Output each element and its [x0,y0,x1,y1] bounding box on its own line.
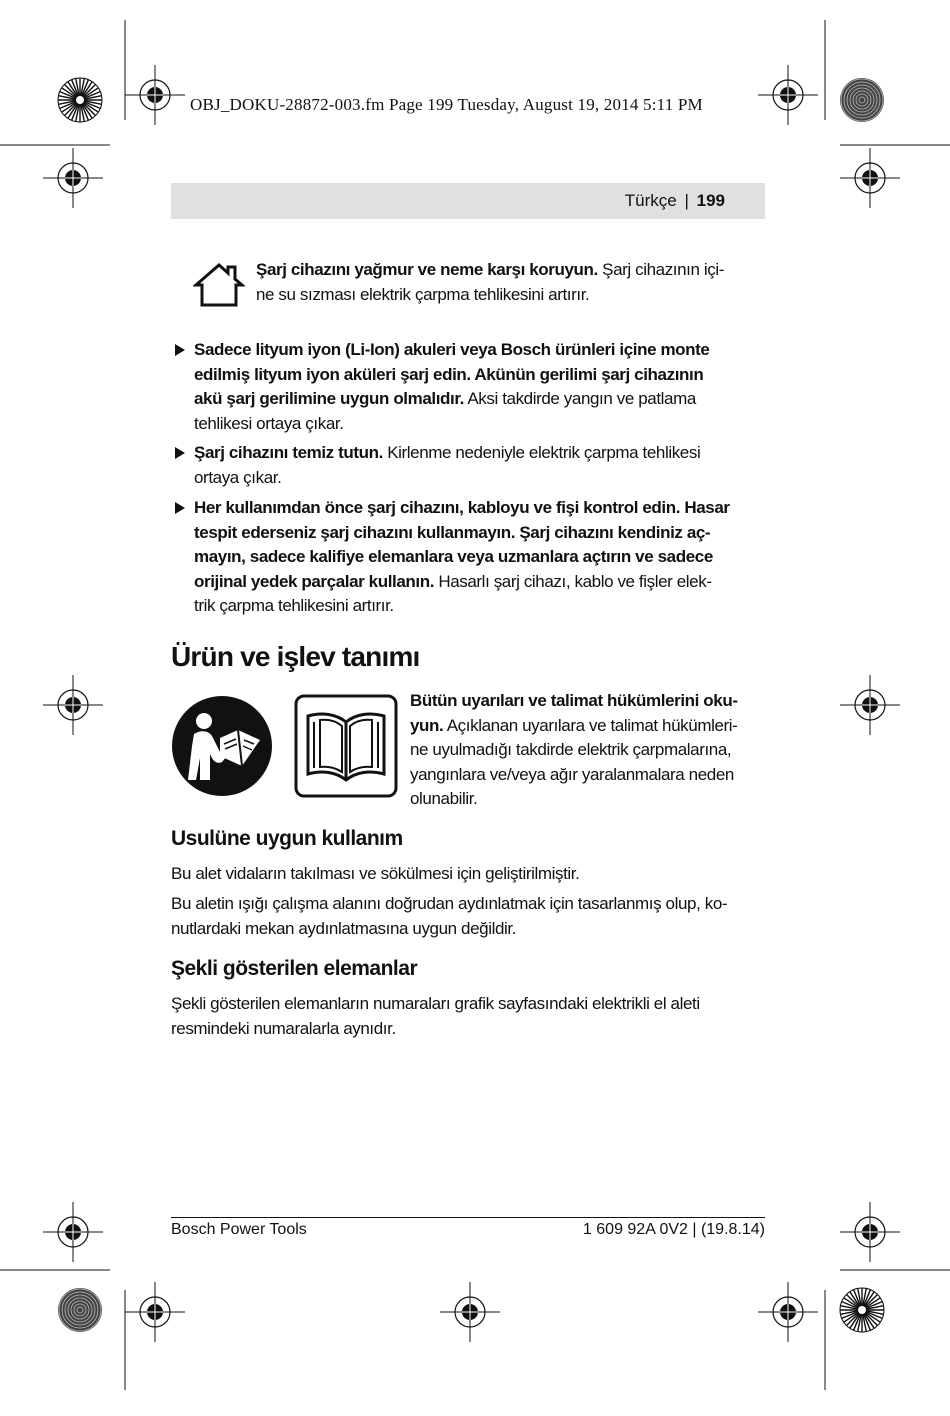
b3-l4-normal: Hasarlı şarj cihazı, kablo ve fişler elek- [434,571,712,591]
intended-use-p2-line1: Bu aletin ışığı çalışma alanını doğrudan aydınlatmak için tasarlanmış olup, ko- [171,894,728,913]
mn-l5-normal: olunabilir. [410,789,478,808]
open-book-icon [294,694,398,798]
bullet-triangle-icon [175,502,185,514]
header-label [625,191,725,211]
file-slug: OBJ_DOKU-28872-003.fm Page 199 Tuesday, August 19, 2014 5:11 PM [190,95,703,114]
warning-bold: Şarj cihazını yağmur ve neme karşı koruyun. [256,260,598,279]
warning-line2: ne su sızması elektrik çarpma tehlikesini artırır. [256,284,590,304]
read-manual-person-icon [170,694,274,798]
intended-use-p2-line2: nutlardaki mekan aydınlatmasına uygun değildir. [171,918,517,938]
mn-l2-normal: Açıklanan uyarılara ve talimat hükümleri- [443,715,738,735]
components-line1: Şekli gösterilen elemanların numaraları grafik sayfasındaki elektrikli el aleti [171,994,700,1013]
b3-l2-bold: tespit ederseniz şarj cihazını kullanmayın. Şarj cihazını kendiniz aç- [194,522,711,542]
warning-text [256,258,766,307]
b1-l4-normal: tehlikesi ortaya çıkar. [194,413,344,433]
manual-notice-text [410,689,770,812]
b3-l3-bold: mayın, sadece kalifiye elemanlara veya uzmanlara açtırın ve sadece [194,547,713,566]
section-title: Ürün ve işlev tanımı [171,641,420,672]
bullet-triangle-icon [175,344,185,356]
components-line2: resmindeki numaralarla aynıdır. [171,1018,396,1038]
intended-use-title: Usulüne uygun kullanım [171,827,403,850]
bullet-item-1 [175,338,765,436]
house-warning-icon [193,261,245,309]
b1-l1-bold: Sadece lityum iyon (Li-Ion) akuleri veya Bosch ürünleri içine monte [194,340,710,359]
footer-doc-number: 1 609 92A 0V2 | (19.8.14) [582,1221,765,1238]
components-text [171,992,767,1041]
mn-l3-normal: ne uyulmadığı takdirde elektrik çarpmalarına, [410,740,732,759]
bullet-item-2 [175,441,765,490]
b3-l1-bold: Her kullanımdan önce şarj cihazını, kabloyu ve fişi kontrol edin. Hasar [194,498,730,517]
b1-l2-bold: edilmiş lityum iyon aküleri şarj edin. Akünün gerilimi şarj cihazının [194,364,704,384]
intended-use-p2 [171,892,767,941]
page-number: 199 [696,191,725,210]
b1-l3-bold: akü şarj gerilimine uygun olmalıdır. [194,389,464,408]
b2-l1-bold: Şarj cihazını temiz tutun. [194,443,383,462]
mn-l4-normal: yangınlara ve/veya ağır yaralanmalara neden [410,764,734,784]
b3-l5-normal: trik çarpma tehlikesini artırır. [194,596,394,615]
header-language: Türkçe [624,191,677,210]
components-title: Şekli gösterilen elemanlar [171,957,418,980]
intended-use-p1: Bu alet vidaların takılması ve sökülmesi için geliştirilmiştir. [171,864,580,883]
bullet-triangle-icon [175,447,185,459]
page-header [171,183,765,219]
mn-l1-bold: Bütün uyarıları ve talimat hükümlerini oku- [410,691,738,710]
b2-l2-normal: ortaya çıkar. [194,467,282,487]
bullet-item-3 [175,496,765,619]
b1-l3-normal: Aksi takdirde yangın ve patlama [463,389,696,408]
footer-rule [171,1217,765,1218]
warning-rest: Şarj cihazının içi- [597,260,725,279]
header-separator: | [684,191,689,210]
footer-brand: Bosch Power Tools [171,1221,307,1238]
b3-l4-bold: orijinal yedek parçalar kullanın. [194,571,435,591]
mn-l2-bold: yun. [410,715,444,735]
b2-l1-normal: Kirlenme nedeniyle elektrik çarpma tehlikesi [382,443,701,462]
